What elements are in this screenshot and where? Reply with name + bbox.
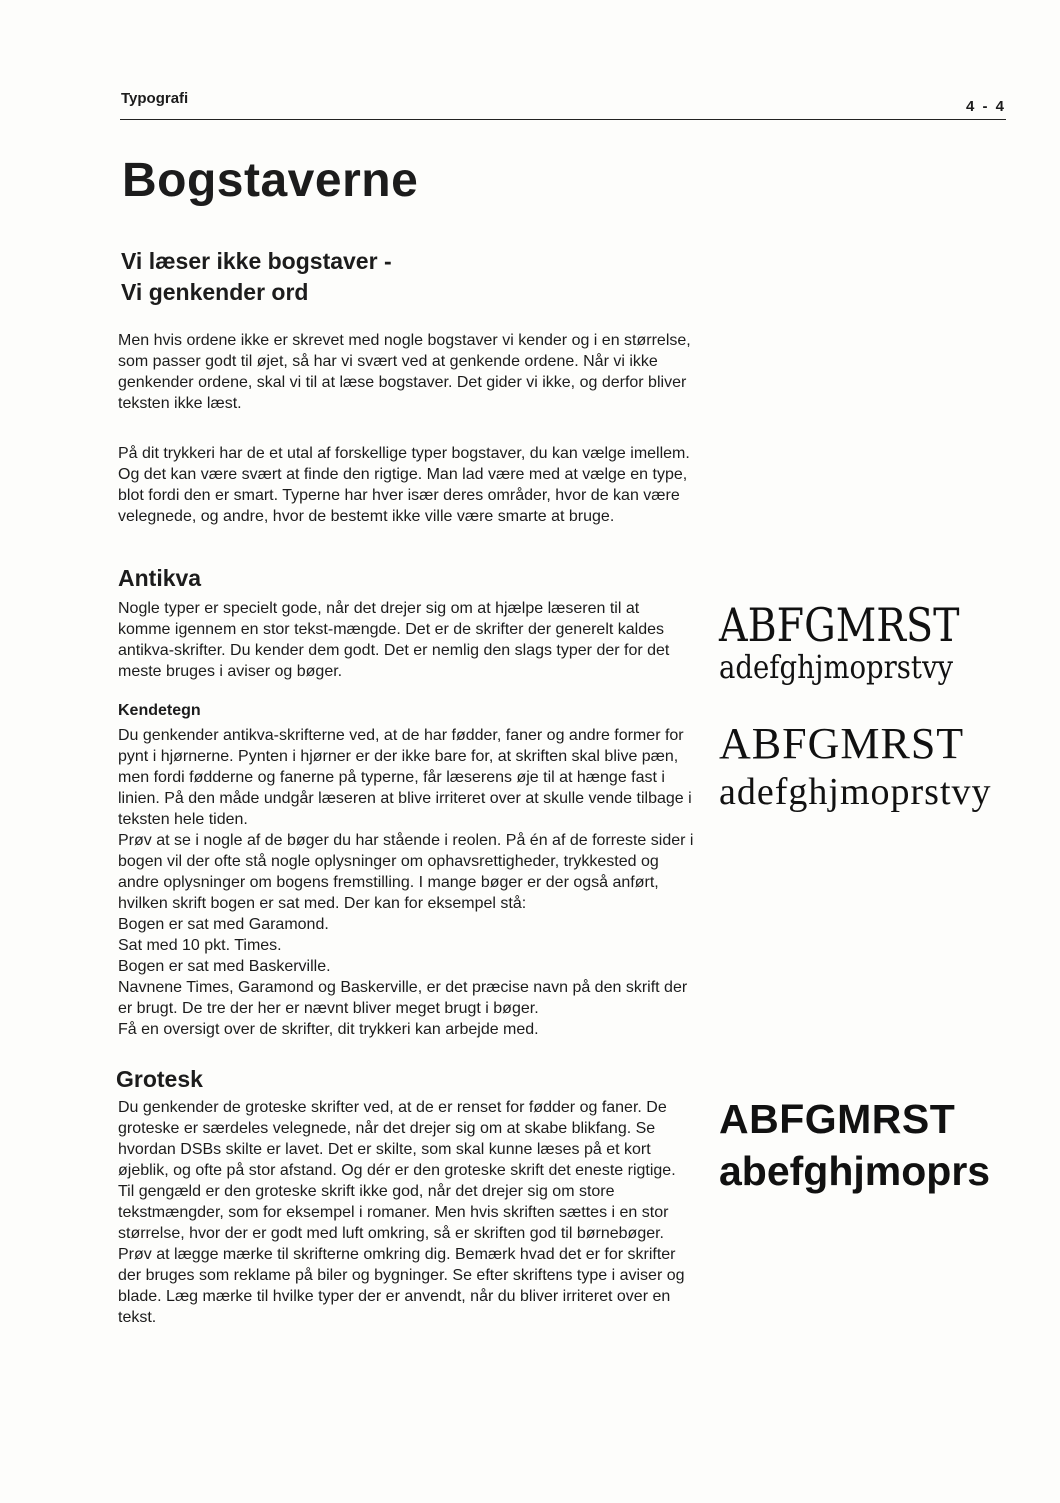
subtitle-line-1: Vi læser ikke bogstaver - — [121, 248, 392, 274]
antikva-heading: Antikva — [118, 565, 202, 591]
page-title: Bogstaverne — [122, 154, 419, 207]
grotesk-line: Prøv at lægge mærke til skrifterne omkring dig. Bemærk hvad det er for skrifter der bruges som reklame på biler og bygninger. Se efter skriftens type i aviser og blade. Læg mærke til hvilke typer der er anvendt, når du bliver irriteret over en tekst. — [118, 1246, 685, 1326]
kendetegn-line: Bogen er sat med Baskerville. — [118, 958, 331, 975]
subtitle-line-2: Vi genkender ord — [121, 279, 309, 305]
grotesk-sample-lowercase: abefghjmoprs — [719, 1148, 991, 1194]
kendetegn-text — [118, 725, 696, 1040]
kendetegn-line: Få en oversigt over de skrifter, dit trykkeri kan arbejde med. — [118, 1021, 539, 1038]
kendetegn-line: Prøv at se i nogle af de bøger du har stående i reolen. På én af de forreste sider i bogen vil der ofte stå nogle oplysninger om ophavsrettigheder, trykkested og andre oplysninger om bogens fremstilling. I mange bøger er der også anført, hvilken skrift bogen er sat med. Der kan for eksempel stå: — [118, 832, 694, 912]
page-number: 4 - 4 — [965, 98, 1006, 115]
kendetegn-heading: Kendetegn — [118, 702, 201, 719]
antikva-sample-2-uppercase: ABFGMRST — [719, 719, 965, 768]
intro-paragraph-2: På dit trykkeri har de et utal af forskellige typer bogstaver, du kan vælge imellem. Og det kan være svært at finde den rigtige. Man lad være med at vælge en type, blot fordi den er smart. Typerne har hver især deres områder, hvor de kan være velegnede, og andre, hvor de bestemt ikke ville være smarte at bruge. — [118, 445, 690, 525]
header-rule — [120, 119, 1006, 120]
grotesk-text — [118, 1097, 696, 1328]
grotesk-line: Til gengæld er den groteske skrift ikke god, når det drejer sig om store tekstmængder, som for eksempel i romaner. Men hvis skriften sættes i en stor størrelse, hvor der er godt med luft omkring, så er skriften god til børnebøger. — [118, 1183, 669, 1242]
kendetegn-line: Bogen er sat med Garamond. — [118, 916, 329, 933]
antikva-sample-1-lowercase: adefghjmoprstvy — [719, 648, 954, 686]
antikva-paragraph: Nogle typer er specielt gode, når det drejer sig om at hjælpe læseren til at komme igennem en stor tekst-mængde. Det er de skrifter der generelt kaldes antikva-skrifter. Du kender dem godt. Det er nemlig den slags typer der for det meste bruges i aviser og bøger. — [118, 600, 670, 680]
running-header-section: Typografi — [121, 90, 189, 107]
subtitle — [121, 246, 721, 308]
grotesk-sample-uppercase: ABFGMRST — [719, 1096, 956, 1142]
antikva-sample-2-lowercase: adefghjmoprstvy — [719, 771, 992, 813]
kendetegn-line: Du genkender antikva-skrifterne ved, at de har fødder, faner og andre former for pynt i hjørnerne. Pynten i hjørner er der ikke bare for, at skriften skal blive pæn, men fordi fødderne og fanerne på typerne, får læserens øje til at hænge fast i linien. På den måde undgår læseren at blive irriteret over at skulle vende tilbage i teksten hele tiden. — [118, 727, 692, 828]
grotesk-line: Du genkender de groteske skrifter ved, at de er renset for fødder og faner. De groteske er særdeles velegnede, når det drejer sig om at skabe blikfang. Se hvordan DSBs skilte er lavet. Det er skilte, som skal kunne læses på et kort øjeblik, og ofte på stor afstand. Og dér er den groteske skrift det eneste rigtige. — [118, 1099, 676, 1179]
kendetegn-line: Navnene Times, Garamond og Baskerville, er det præcise navn på den skrift der er brugt. De tre der her er nævnt bliver meget brugt i bøger. — [118, 979, 688, 1017]
kendetegn-line: Sat med 10 pkt. Times. — [118, 937, 282, 954]
grotesk-heading: Grotesk — [116, 1066, 203, 1092]
antikva-sample-1-uppercase: ABFGMRST — [719, 598, 960, 652]
intro-paragraph-1: Men hvis ordene ikke er skrevet med nogle bogstaver vi kender og i en størrelse, som passer godt til øjet, så har vi svært ved at genkende ordene. Når vi ikke genkender ordene, skal vi til at læse bogstaver. Det gider vi ikke, og derfor bliver teksten ikke læst. — [118, 332, 691, 412]
